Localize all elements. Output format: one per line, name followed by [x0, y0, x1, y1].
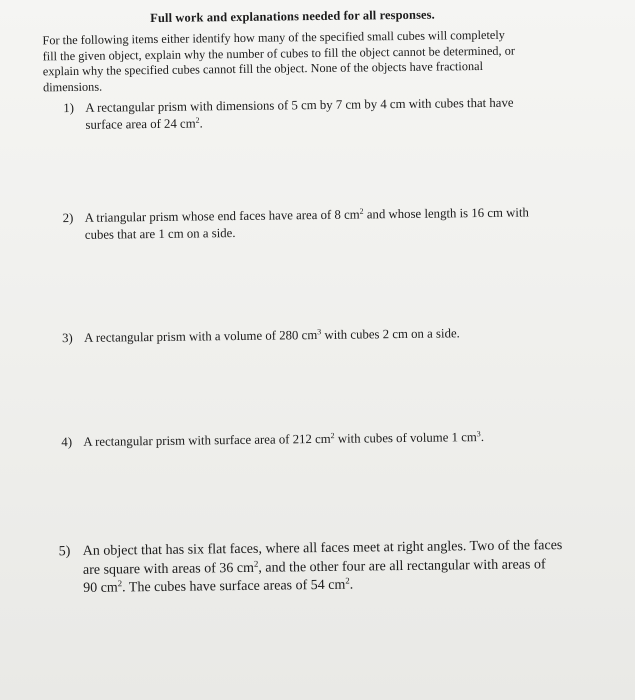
- question-text: An object that has six flat faces, where all faces meet at right angles. Two of the faces: [82, 538, 563, 559]
- question-number: 2): [62, 210, 74, 226]
- question-text-part: .: [349, 577, 354, 593]
- instructions-line: dimensions.: [42, 79, 103, 95]
- question-4: [61, 429, 484, 451]
- question-text-part: .: [199, 115, 203, 130]
- page-heading: Full work and explanations needed for all responses.: [150, 7, 435, 26]
- question-2: [63, 204, 530, 243]
- exponent: 2: [195, 115, 200, 125]
- question-text-part: A rectangular prism with surface area of 212 cm: [83, 431, 331, 449]
- question-number: 5): [58, 544, 71, 560]
- question-text-part: are square with areas of 36 cm: [82, 560, 255, 578]
- exponent: 2: [117, 578, 123, 589]
- question-1: [63, 95, 514, 133]
- question-5: [59, 537, 563, 599]
- question-number: 3): [62, 331, 73, 346]
- question-3: [62, 325, 460, 346]
- exponent: 2: [345, 575, 350, 586]
- exponent: 3: [317, 327, 322, 337]
- question-number: 4): [61, 435, 73, 450]
- question-text-part: . The cubes have surface areas of 54 cm: [122, 577, 346, 596]
- question-text-part: .: [480, 429, 485, 445]
- question-text-part: A rectangular prism with a volume of 280 cm: [84, 328, 318, 345]
- question-text-continued: [63, 111, 513, 133]
- question-text-part: and whose length is 16 cm with: [363, 205, 529, 222]
- question-number: 1): [63, 100, 75, 116]
- exponent: 2: [359, 206, 364, 216]
- question-text-part: surface area of 24 cm: [85, 115, 196, 132]
- exponent: 2: [330, 431, 335, 441]
- instructions: [42, 27, 563, 96]
- question-text-part: 90 cm: [83, 580, 118, 596]
- question-text-part: , and the other four are all rectangular with areas of: [258, 556, 546, 576]
- exponent: 3: [476, 429, 481, 439]
- question-text-part: A triangular prism whose end faces have area of 8 cm: [84, 207, 360, 225]
- question-text-part: with cubes 2 cm on a side.: [321, 326, 460, 342]
- instructions-line: For the following items either identify how many of the specified small cubes will completely: [42, 27, 505, 48]
- question-text: A rectangular prism with dimensions of 5 cm by 7 cm by 4 cm with cubes that have: [85, 95, 514, 115]
- instructions-line: fill the given object, explain why the number of cubes to fill the object cannot be determined, or: [42, 43, 515, 63]
- instructions-line: explain why the specified cubes cannot fill the object. None of the objects have fractional: [42, 59, 484, 79]
- question-text-part: with cubes of volume 1 cm: [334, 430, 477, 446]
- question-text-continued: cubes that are 1 cm on a side.: [84, 225, 236, 242]
- exponent: 2: [253, 558, 259, 569]
